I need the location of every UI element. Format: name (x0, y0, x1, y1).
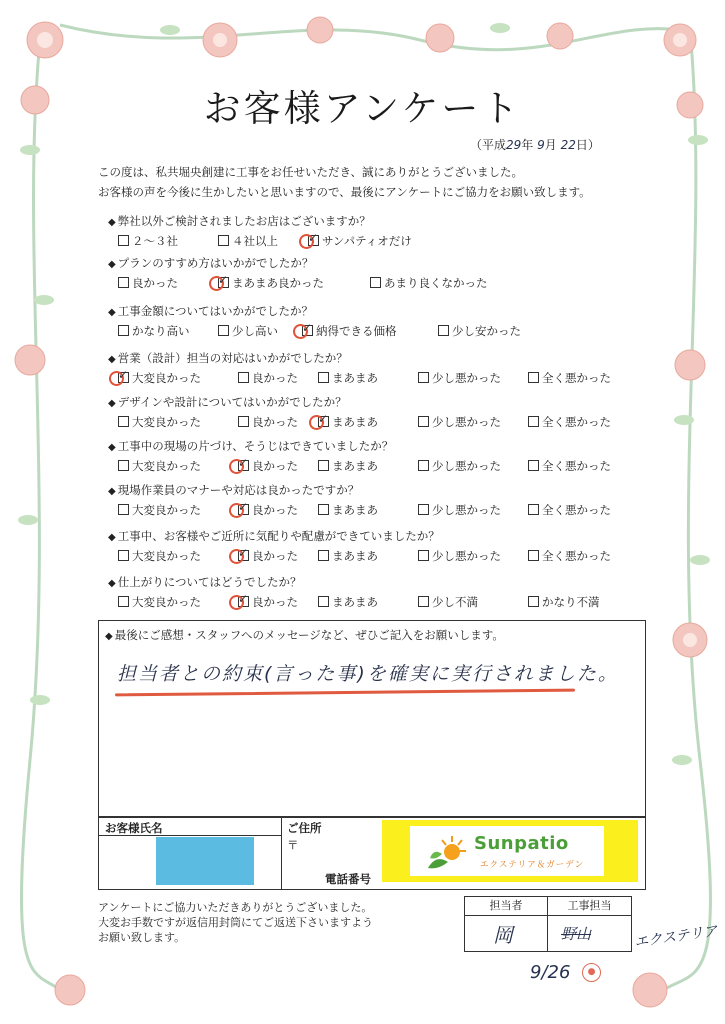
option-label: 大変良かった (132, 549, 201, 563)
checkbox-icon (418, 372, 429, 383)
option-label: 良かった (252, 415, 298, 429)
staff-box (464, 896, 632, 952)
option-label: 全く悪かった (542, 549, 611, 563)
checkbox-icon (528, 460, 539, 471)
checkbox-icon (528, 504, 539, 515)
checkbox-icon (238, 416, 249, 427)
option-label: 少し悪かった (432, 549, 501, 563)
checkbox-icon (318, 596, 329, 607)
option-checkbox[interactable] (238, 594, 298, 610)
option-checkbox[interactable] (528, 458, 611, 474)
checkbox-icon (528, 372, 539, 383)
checkbox-icon (118, 277, 129, 288)
option-label: 全く悪かった (542, 371, 611, 385)
question-2 (108, 255, 628, 293)
option-label: かなり不満 (542, 595, 600, 609)
message-heading: ◆ 最後にご感想・スタッフへのメッセージなど、ぜひご記入をお願いします。 (99, 621, 645, 643)
checkbox-icon (318, 372, 329, 383)
option-label: まあまあ (332, 459, 378, 473)
option-label: まあまあ (332, 371, 378, 385)
staff-label: 担当者 (465, 897, 548, 916)
question-6 (108, 438, 628, 476)
received-date: 9/26 (530, 962, 571, 983)
option-label: 良かった (132, 276, 178, 290)
option-label: 良かった (252, 595, 298, 609)
checkbox-icon (318, 550, 329, 561)
date-day: 22 (560, 138, 576, 152)
red-circle-mark (207, 274, 226, 293)
option-label: 大変良かった (132, 503, 201, 517)
checked-box-icon (218, 277, 229, 288)
option-checkbox[interactable] (118, 458, 201, 474)
option-checkbox[interactable] (318, 548, 378, 564)
option-label: ２～３社 (132, 234, 178, 248)
brand-subtitle: エクステリア＆ガーデン (480, 860, 585, 870)
option-checkbox[interactable] (218, 275, 324, 291)
checkbox-icon (118, 504, 129, 515)
footer-thanks: アンケートにご協力いただきありがとうございました。 大変お手数ですが返信用封筒にてご返送下さいますよう お願い致します。 (98, 901, 373, 944)
checkbox-icon (238, 372, 249, 383)
checkbox-icon (118, 325, 129, 336)
option-checkbox[interactable] (238, 414, 298, 430)
option-checkbox[interactable] (302, 323, 397, 339)
checkbox-icon (528, 416, 539, 427)
checkbox-icon (118, 460, 129, 471)
question-text: ◆ プランのすすめ方はいかがでしたか？ (108, 255, 628, 271)
postal-mark: 〒 (287, 838, 299, 852)
option-checkbox[interactable] (418, 370, 501, 386)
question-7 (108, 482, 628, 520)
question-text: ◆ 現場作業員のマナーや対応は良かったですか？ (108, 482, 628, 498)
option-label: 全く悪かった (542, 459, 611, 473)
option-checkbox[interactable] (438, 323, 521, 339)
checkbox-icon (118, 235, 129, 246)
option-label: ４社以上 (232, 234, 278, 248)
checkbox-icon (370, 277, 381, 288)
option-checkbox[interactable] (318, 502, 378, 518)
option-label: まあまあ (332, 549, 378, 563)
question-text: ◆ 工事金額についてはいかがでしたか？ (108, 303, 628, 319)
option-label: 大変良かった (132, 415, 201, 429)
option-label: 少し高い (232, 324, 278, 338)
option-label: 少し不満 (432, 595, 478, 609)
question-text: ◆ 工事中の現場の片づけ、そうじはできていましたか？ (108, 438, 628, 454)
option-label: 少し悪かった (432, 503, 501, 517)
option-checkbox[interactable] (318, 594, 378, 610)
received-stamp: ● (582, 963, 601, 982)
option-label: 少し悪かった (432, 459, 501, 473)
checkbox-icon (418, 504, 429, 515)
option-checkbox[interactable] (318, 370, 378, 386)
option-label: 全く悪かった (542, 415, 611, 429)
option-checkbox[interactable] (528, 594, 600, 610)
option-checkbox[interactable] (418, 548, 501, 564)
option-label: あまり良くなかった (384, 276, 488, 290)
checkbox-icon (218, 235, 229, 246)
option-label: 大変良かった (132, 371, 201, 385)
construction-handwritten: 野山 (561, 925, 592, 943)
checked-box-icon (318, 416, 329, 427)
checked-box-icon (238, 460, 249, 471)
intro-text: この度は、私共堀央創建に工事をお任せいただき、誠にありがとうございました。 お客様の声を今後に生かしたいと思いますので、最後にアンケートにご協力をお願い致します。 (98, 165, 591, 199)
construction-label: 工事担当 (548, 897, 631, 916)
option-checkbox[interactable] (418, 594, 478, 610)
option-checkbox[interactable] (218, 323, 278, 339)
question-3 (108, 303, 628, 341)
red-circle-mark (307, 413, 326, 432)
question-9 (108, 574, 628, 612)
option-label: 良かった (252, 459, 298, 473)
side-note: エクステリア (633, 923, 719, 951)
option-checkbox[interactable] (238, 458, 298, 474)
checkbox-icon (528, 550, 539, 561)
option-checkbox[interactable] (318, 458, 378, 474)
checkbox-icon (418, 550, 429, 561)
option-checkbox[interactable] (118, 275, 178, 291)
option-checkbox[interactable] (238, 370, 298, 386)
option-label: 良かった (252, 503, 298, 517)
option-checkbox[interactable] (418, 502, 501, 518)
option-checkbox[interactable] (118, 502, 201, 518)
red-underline (115, 689, 575, 697)
brand-name: Sunpatio (474, 833, 569, 854)
checked-box-icon (238, 550, 249, 561)
option-checkbox[interactable] (118, 414, 201, 430)
checked-box-icon (118, 372, 129, 383)
option-checkbox[interactable] (308, 233, 412, 249)
red-circle-mark (291, 322, 310, 341)
question-4 (108, 350, 628, 388)
survey-title: お客様アンケート (203, 87, 522, 130)
checked-box-icon (308, 235, 319, 246)
option-checkbox[interactable] (418, 458, 501, 474)
question-text: ◆ 弊社以外ご検討されましたお店はございますか？ (108, 213, 628, 229)
survey-date: （平成29年 9月 22日） (470, 138, 600, 152)
question-1 (108, 213, 628, 251)
option-label: 少し悪かった (432, 415, 501, 429)
checkbox-icon (118, 416, 129, 427)
option-checkbox[interactable] (418, 414, 501, 430)
red-circle-mark (107, 369, 126, 388)
option-label: 少し悪かった (432, 371, 501, 385)
option-label: まあまあ良かった (232, 276, 324, 290)
question-8 (108, 528, 628, 566)
checked-box-icon (302, 325, 313, 336)
redacted-name (156, 837, 254, 885)
option-checkbox[interactable] (528, 414, 611, 430)
handwritten-message: 担当者との約束(言った事)を確実に実行されました。 (117, 663, 619, 685)
sun-leaf-icon (422, 832, 470, 872)
question-text: ◆ 仕上がりについてはどうでしたか？ (108, 574, 628, 590)
option-label: 良かった (252, 371, 298, 385)
checkbox-icon (418, 416, 429, 427)
option-checkbox[interactable] (528, 502, 611, 518)
address-label: ご住所 (287, 821, 322, 835)
question-5 (108, 394, 628, 432)
red-circle-mark (227, 593, 246, 612)
question-text: ◆ 営業（設計）担当の対応はいかがでしたか？ (108, 350, 628, 366)
option-label: 大変良かった (132, 595, 201, 609)
option-label: 全く悪かった (542, 503, 611, 517)
option-label: 少し安かった (452, 324, 521, 338)
red-circle-mark (227, 457, 246, 476)
option-label: まあまあ (332, 595, 378, 609)
checkbox-icon (438, 325, 449, 336)
option-checkbox[interactable] (118, 548, 201, 564)
option-checkbox[interactable] (118, 594, 201, 610)
phone-label: 電話番号 (325, 872, 371, 886)
checkbox-icon (528, 596, 539, 607)
checkbox-icon (118, 550, 129, 561)
option-label: まあまあ (332, 503, 378, 517)
option-label: 納得できる価格 (316, 324, 397, 338)
option-label: まあまあ (332, 415, 378, 429)
option-label: 良かった (252, 549, 298, 563)
checked-box-icon (238, 504, 249, 515)
option-checkbox[interactable] (218, 233, 278, 249)
question-text: ◆ 工事中、お客様やご近所に気配りや配慮ができていましたか？ (108, 528, 628, 544)
option-label: 大変良かった (132, 459, 201, 473)
option-checkbox[interactable] (528, 370, 611, 386)
red-circle-mark (227, 501, 246, 520)
red-circle-mark (297, 232, 316, 251)
option-checkbox[interactable] (238, 502, 298, 518)
option-checkbox[interactable] (118, 323, 190, 339)
checkbox-icon (418, 460, 429, 471)
checkbox-icon (318, 504, 329, 515)
option-checkbox[interactable] (238, 548, 298, 564)
option-checkbox[interactable] (118, 233, 178, 249)
option-checkbox[interactable] (118, 370, 201, 386)
option-label: サンパティオだけ (322, 234, 412, 248)
option-checkbox[interactable] (370, 275, 488, 291)
customer-name-label: お客様氏名 (105, 821, 163, 835)
checkbox-icon (118, 596, 129, 607)
checked-box-icon (238, 596, 249, 607)
red-circle-mark (227, 547, 246, 566)
message-box (98, 620, 646, 818)
option-checkbox[interactable] (528, 548, 611, 564)
question-text: ◆ デザインや設計についてはいかがでしたか？ (108, 394, 628, 410)
date-year: 29 (506, 138, 522, 152)
checkbox-icon (218, 325, 229, 336)
checkbox-icon (418, 596, 429, 607)
date-month: 9 (537, 138, 545, 152)
checkbox-icon (318, 460, 329, 471)
option-checkbox[interactable] (318, 414, 378, 430)
option-label: かなり高い (132, 324, 190, 338)
staff-handwritten: 岡 (493, 923, 513, 947)
